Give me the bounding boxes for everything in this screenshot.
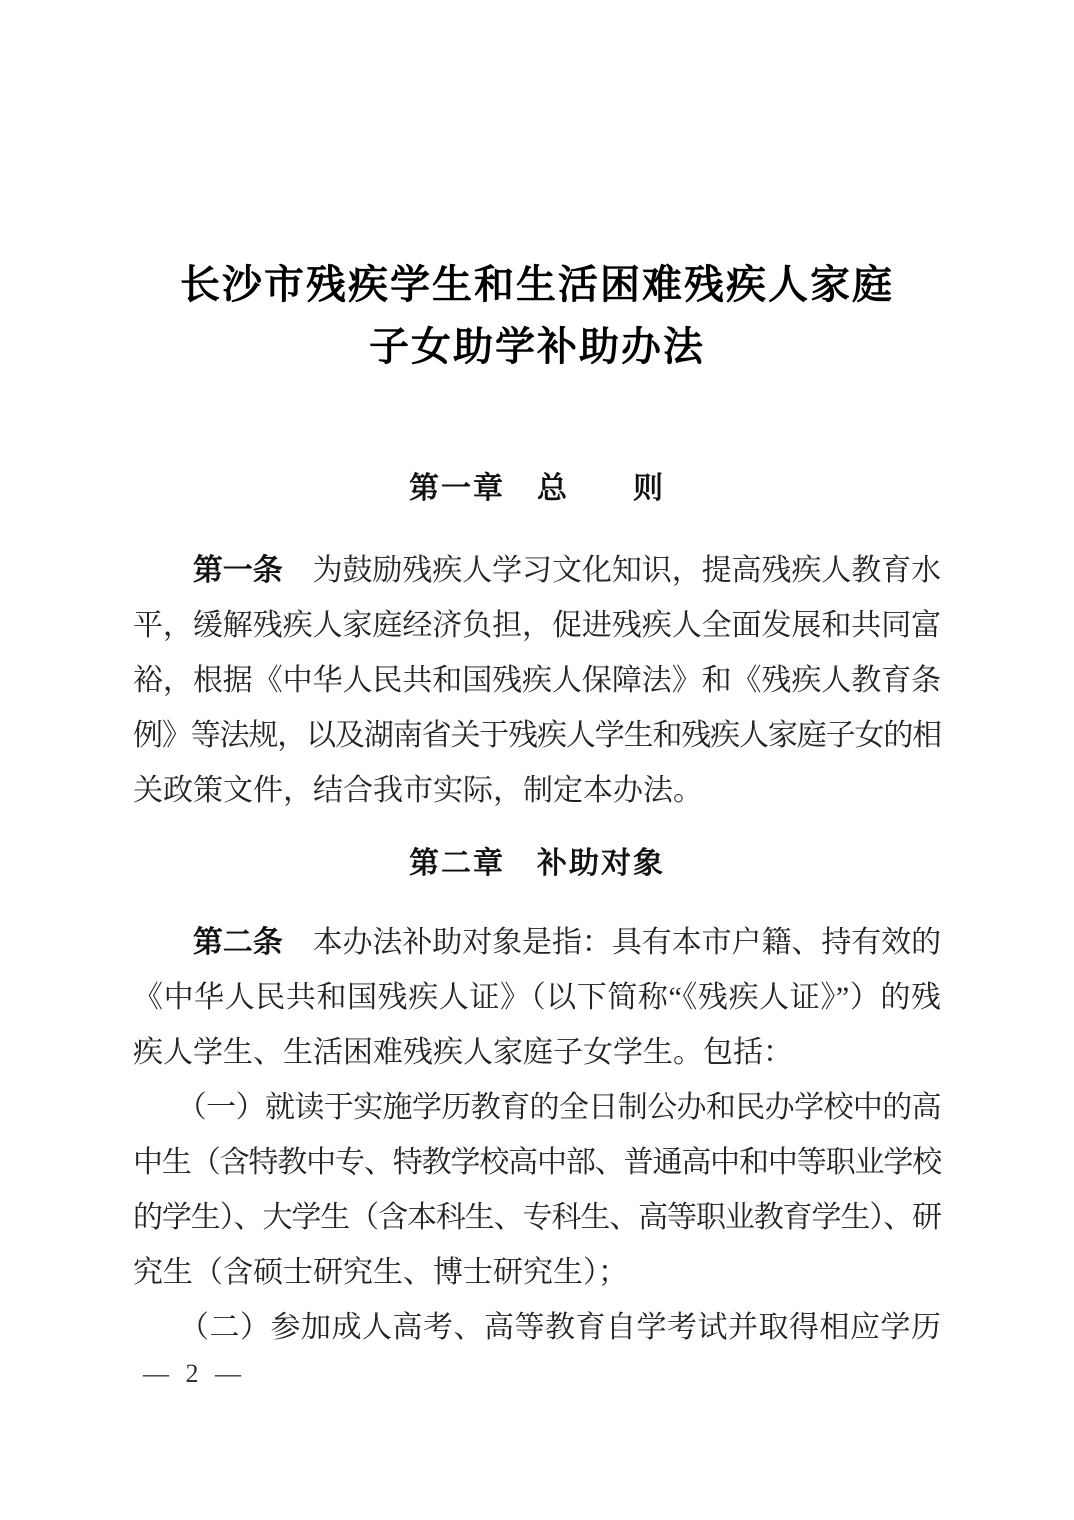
chapter-2-body [133,915,941,1355]
text-line [133,915,941,970]
text-line [133,653,941,708]
text-segment: 裕，根据《中华人民共和国残疾人保障法》和《残疾人教育条 [133,664,941,697]
text-line [133,1080,941,1135]
text-line [133,1190,941,1245]
text-segment: 为鼓励残疾人学习文化知识，提高残疾人教育水 [282,554,941,587]
text-segment: 中生（含特教中专、特教学校高中部、普通高中和中等职业学校 [133,1146,941,1179]
text-line [133,970,941,1025]
text-segment: 究生（含硕士研究生、博士研究生）； [133,1256,628,1289]
title-line-1: 长沙市残疾学生和生活困难残疾人家庭 [180,262,894,307]
article-lead: 第二条 [133,926,283,959]
text-segment: （二）参加成人高考、高等教育自学考试并取得相应学历 [133,1311,941,1344]
title-line-2: 子女助学补助办法 [369,324,705,369]
page-number: — 2 — [143,1359,246,1388]
text-line [133,1025,941,1080]
text-line [133,598,941,653]
text-line [133,543,941,598]
text-line [133,1135,941,1190]
text-segment: 例》等法规，以及湖南省关于残疾人学生和残疾人家庭子女的相 [133,719,941,752]
document-title [0,254,1074,378]
text-segment: 本办法补助对象是指：具有本市户籍、持有效的 [282,926,941,959]
text-segment: 关政策文件，结合我市实际，制定本办法。 [133,774,703,807]
text-line [133,1300,941,1355]
text-segment: 的学生）、大学生（含本科生、专科生、高等职业教育学生）、研 [133,1201,941,1234]
text-segment: 《中华人民共和国残疾人证》（以下简称“《残疾人证》”）的残 [133,981,941,1014]
article-lead: 第一条 [133,554,283,587]
text-segment: 疾人学生、生活困难残疾人家庭子女学生。包括： [133,1036,793,1069]
text-line [133,708,941,763]
text-segment: 平，缓解残疾人家庭经济负担，促进残疾人全面发展和共同富 [133,609,941,642]
text-line [133,763,941,818]
chapter-2-heading: 第二章 补助对象 [409,847,665,880]
text-line [133,1245,941,1300]
chapter-1-body [133,543,941,818]
chapter-1-heading: 第一章 总 则 [409,472,665,505]
text-segment: （一）就读于实施学历教育的全日制公办和民办学校中的高 [133,1091,941,1124]
